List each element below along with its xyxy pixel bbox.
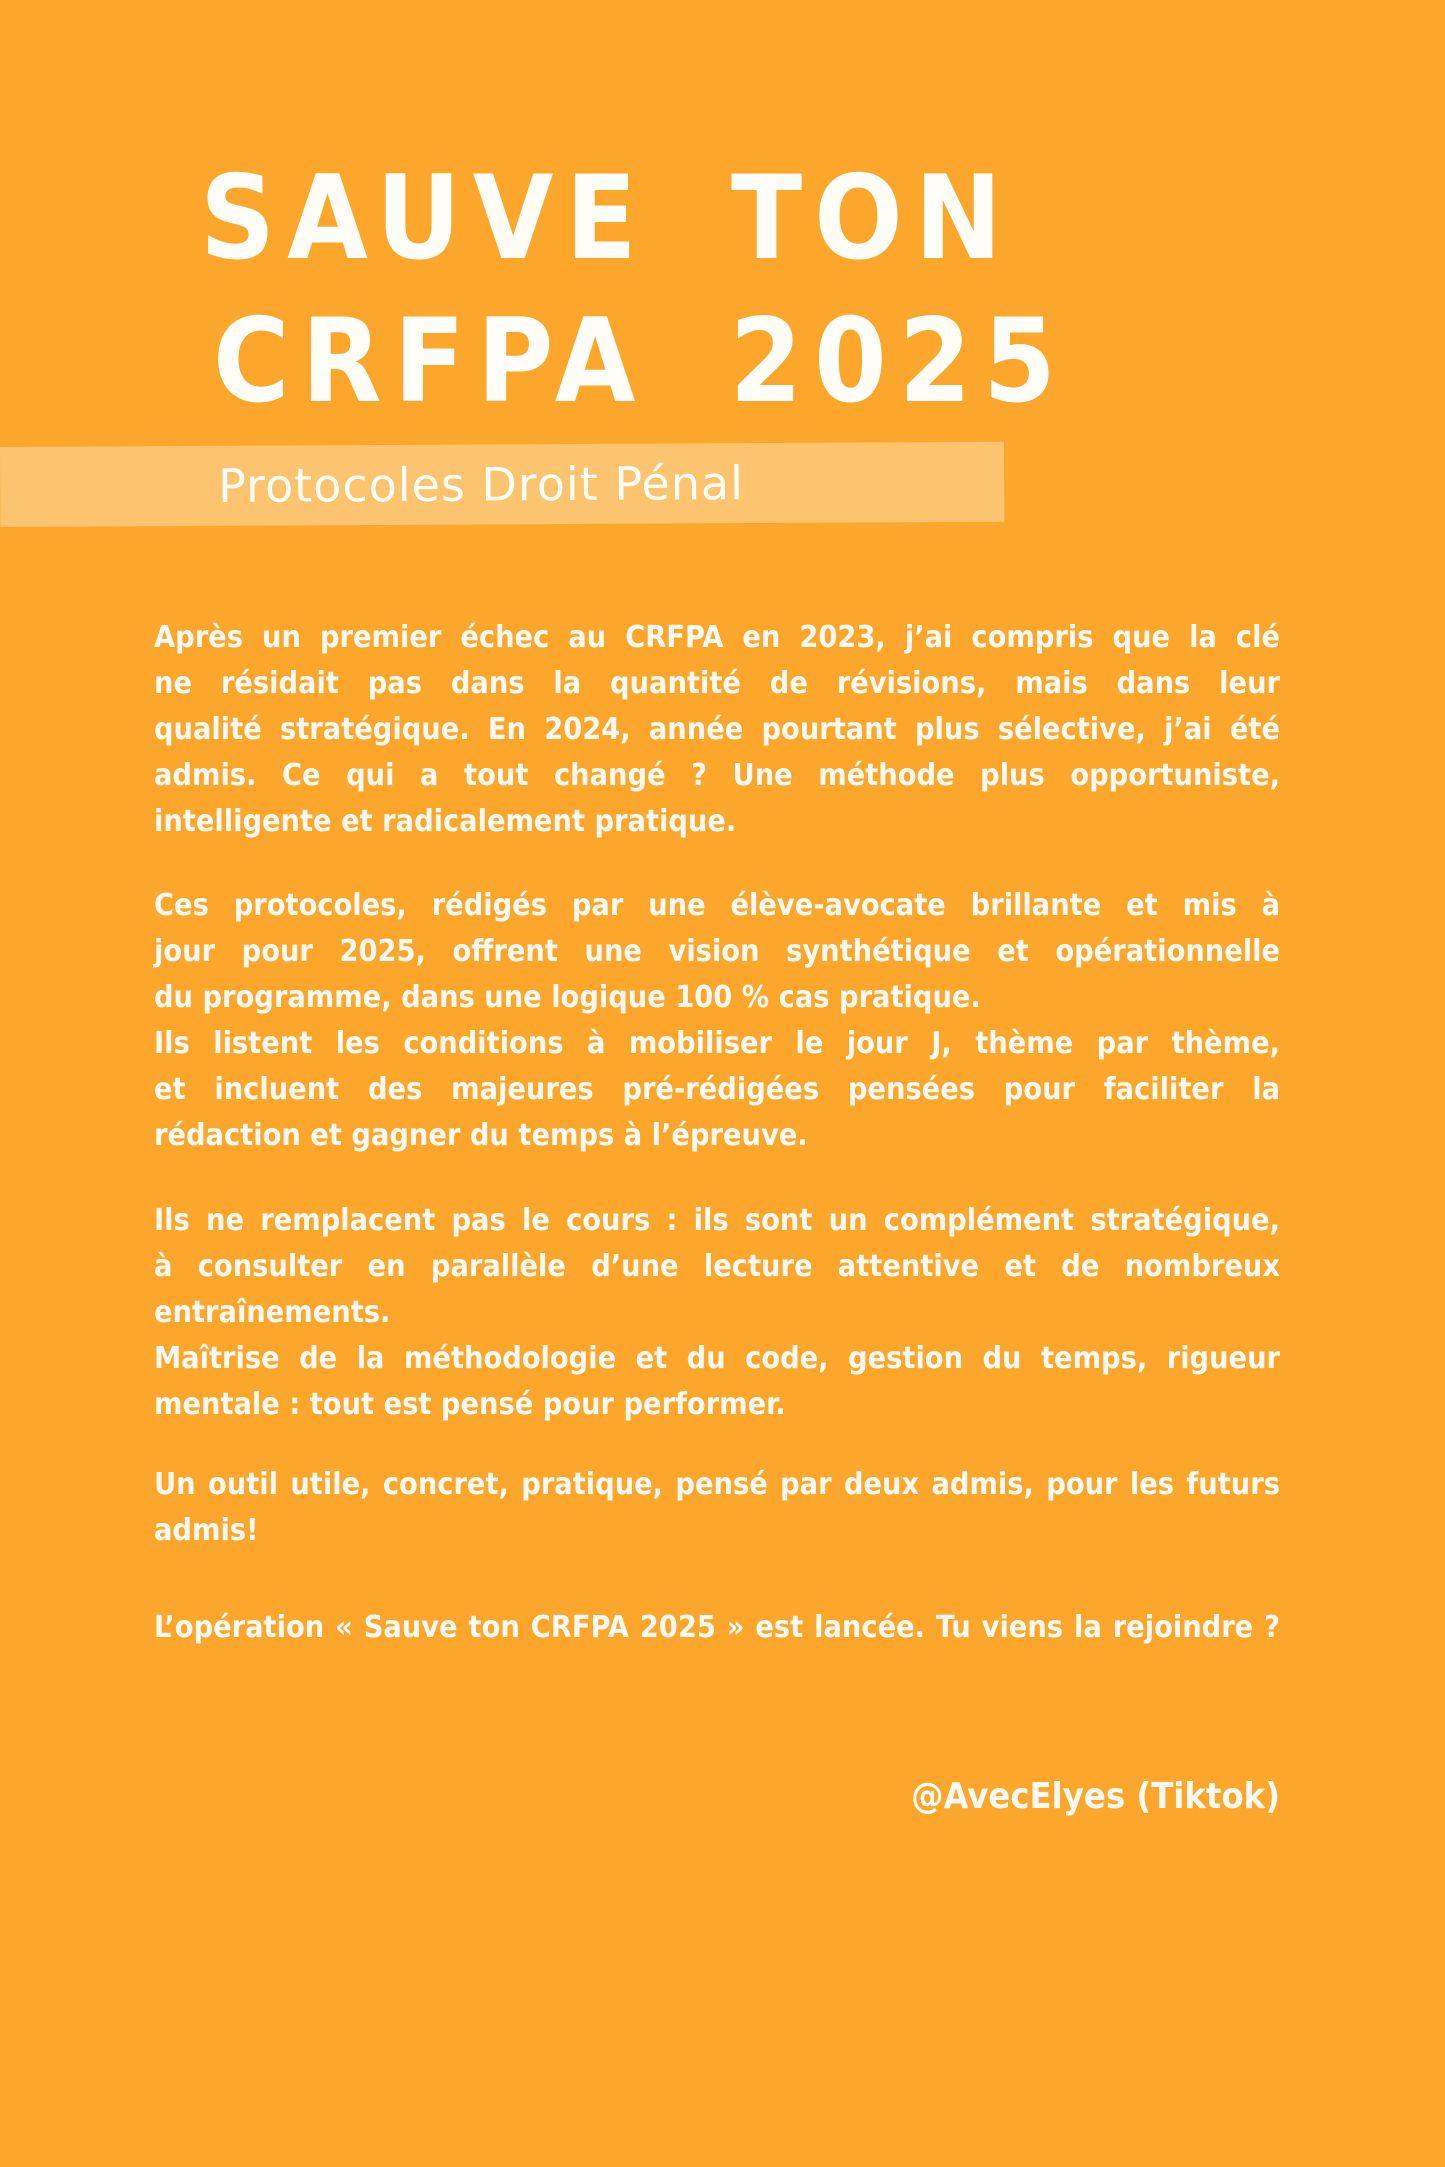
text-line: à consulter en parallèle d’une lecture attentive et de nombreux [154,1249,1280,1284]
text-line: ne résidait pas dans la quantité de révisions, mais dans leur [154,666,1280,701]
text-line: Ils ne remplacent pas le cours : ils sont un complément stratégique, [154,1203,1280,1238]
text-line: L’opération « Sauve ton CRFPA 2025 » est lancée. Tu viens la rejoindre ? [154,1610,1280,1645]
text-line: qualité stratégique. En 2024, année pourtant plus sélective, j’ai été [154,712,1280,747]
text-line: admis! [154,1513,259,1548]
attribution: @AvecElyes (Tiktok) [911,1776,1280,1817]
title-line-2: CRFPA 2025 [213,294,1068,429]
text-line: Ils listent les conditions à mobiliser le jour J, thème par thème, [154,1026,1280,1061]
subtitle: Protocoles Droit Pénal [218,456,745,513]
text-line: entraînements. [154,1295,391,1330]
text-line: Maîtrise de la méthodologie et du code, gestion du temps, rigueur [154,1341,1280,1376]
paragraph-2 [154,883,1280,1159]
body-text [154,615,1280,1651]
text-line: Ces protocoles, rédigés par une élève-avocate brillante et mis à [154,888,1280,923]
text-line: admis. Ce qui a tout changé ? Une méthode plus opportuniste, [154,758,1280,793]
text-line: Après un premier échec au CRFPA en 2023, j’ai compris que la clé [154,620,1280,655]
paragraph-5 [154,1605,1280,1651]
page-title [200,147,1068,433]
text-line: mentale : tout est pensé pour performer. [154,1387,786,1422]
text-line: rédaction et gagner du temps à l’épreuve. [154,1118,808,1153]
paragraph-4 [154,1462,1280,1554]
subtitle-band [0,442,1004,527]
paragraph-1 [154,615,1280,845]
title-line-1: SAUVE TON [200,151,1014,286]
text-line: Un outil utile, concret, pratique, pensé par deux admis, pour les futurs [154,1467,1280,1502]
paragraph-3 [154,1198,1280,1428]
text-line: du programme, dans une logique 100 % cas pratique. [154,980,981,1015]
text-line: jour pour 2025, offrent une vision synthétique et opérationnelle [154,934,1280,969]
text-line: et incluent des majeures pré-rédigées pensées pour faciliter la [154,1072,1280,1107]
text-line: intelligente et radicalement pratique. [154,804,737,839]
